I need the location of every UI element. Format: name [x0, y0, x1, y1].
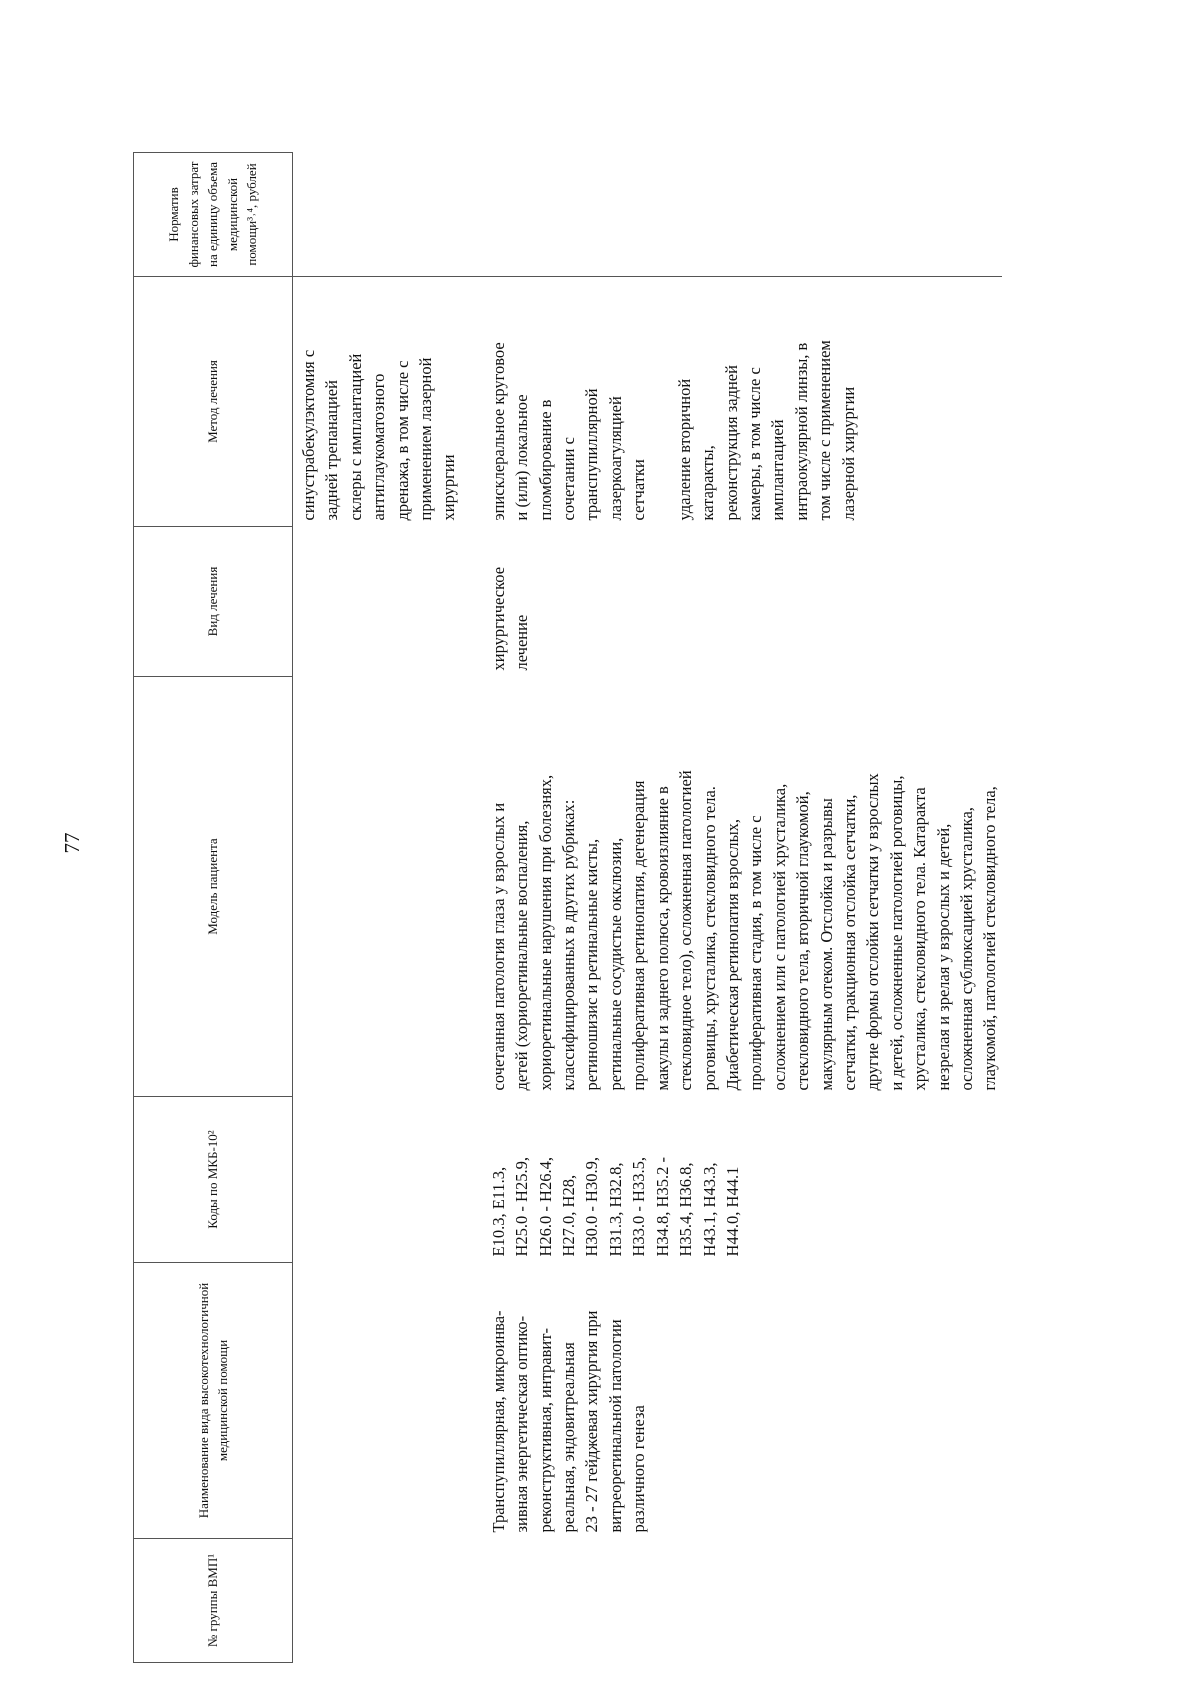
header-cost-norm: Норматив финансовых затрат на единицу объема медицинской помощи³˒⁴, рублей	[134, 153, 293, 277]
cell-empty	[293, 1263, 461, 1539]
cell-empty	[293, 527, 461, 677]
cell-cost-norm	[461, 153, 1002, 277]
cell-empty	[293, 677, 461, 1097]
cell-empty	[293, 1539, 461, 1663]
header-treatment-type: Вид лечения	[134, 527, 293, 677]
treatment-method-item: удаление вторичной катаракты, реконструкция задней камеры, в том числе с имплантацией интраокулярной линзы, в том числе с применением лазерной хирургии	[674, 340, 858, 521]
table-row	[293, 153, 461, 1663]
cell-group-number	[461, 1539, 1002, 1663]
table-header-row	[134, 153, 293, 1663]
cell-cost-norm	[293, 153, 461, 277]
cell-treatment-method: синустрабекулэктомия с задней трепанацией склеры с имплантацией антиглаукоматозного дренажа, в том числе с применением лазерной хирургии	[299, 349, 459, 521]
vmp-table	[133, 152, 1002, 1663]
page-number: 77	[60, 832, 84, 854]
header-treatment-method: Метод лечения	[134, 277, 293, 527]
cell-treatment-type: хирургическое лечение	[488, 566, 532, 671]
table-row	[461, 153, 1002, 1663]
treatment-method-item: эписклеральное круговое и (или) локальное пломбирование в сочетании с транспупиллярной лазеркоагуляцией сетчатки	[488, 342, 649, 521]
header-patient-model: Модель пациента	[134, 677, 293, 1097]
cell-icd-codes: E10.3, E11.3, H25.0 - H25.9, H26.0 - H26.4, H27.0, H28, H30.0 - H30.9, H31.3, H32.8, H33.0 - H33.5, H34.8, H35.2 - H35.4, H36.8, H43.1, H43.3, H44.0, H44.1	[488, 1157, 742, 1257]
cell-treatment-methods	[461, 277, 1002, 527]
header-group-number: № группы ВМП¹	[134, 1539, 293, 1663]
header-icd-codes: Коды по МКБ-10²	[134, 1097, 293, 1263]
vmp-table-sheet	[133, 153, 1133, 1663]
method-spacer	[651, 283, 673, 521]
cell-vmp-name: Транспупиллярная, микроинва- зивная энергетическая оптико- реконструктивная, интравит- реальная, эндовитреальная 23 - 27 гейджевая хирургия при витреоретинальной патологии различного генеза	[488, 1310, 649, 1533]
header-vmp-name: Наименование вида высокотехнологичной медицинской помощи	[134, 1263, 293, 1539]
cell-patient-model: сочетанная патология глаза у взрослых и детей (хориоретинальные воспаления, хориоретинальные нарушения при болезнях, классифицированных в других рубриках: ретиношизис и ретинальные кисты, ретинальные сосудистые окклюзии, пролиферативная ретинопатия, дегенерация макулы и заднего полюса, кровоизлияние в стекловидное тело), осложненная патологией роговицы, хрусталика, стекловидного тела. Диабетическая ретинопатия взрослых, пролиферативная стадия, в том числе с осложнением или с патологией хрусталика, стекловидного тела, вторичной глаукомой, макулярным отеком. Отслойка и разрывы сетчатки, тракционная отслойка сетчатки, другие формы отслойки сетчатки у взрослых и детей, осложненные патологией роговицы, хрусталика, стекловидного тела. Катаракта незрелая и зрелая у взрослых и детей, осложненная сублюксацией хрусталика, глаукомой, патологией стекловидного тела,	[488, 770, 1000, 1091]
cell-empty	[293, 1097, 461, 1263]
